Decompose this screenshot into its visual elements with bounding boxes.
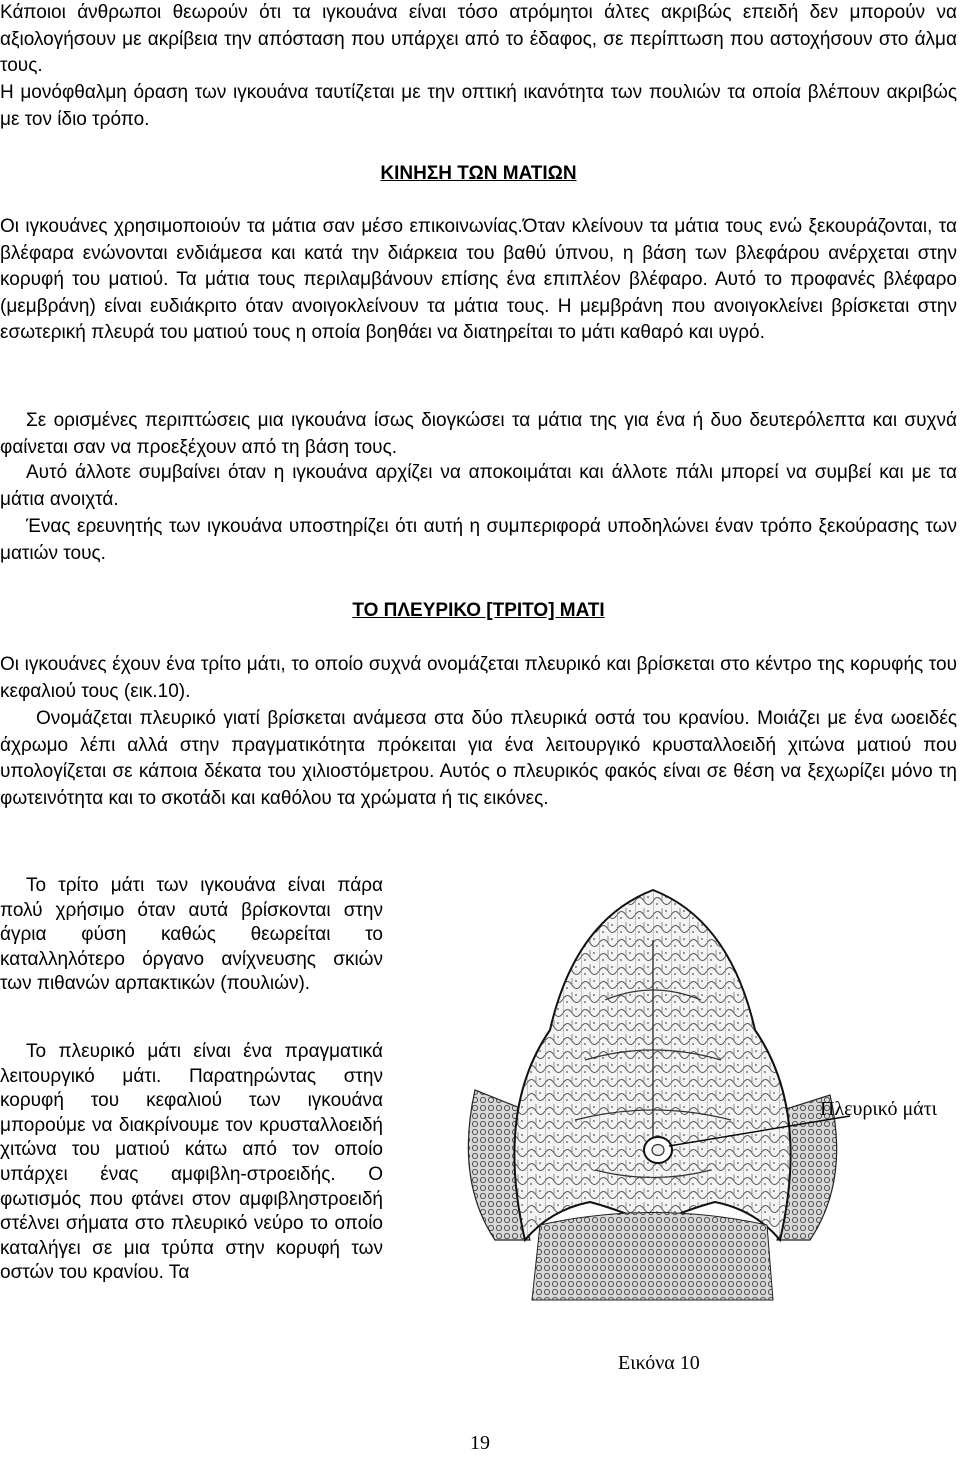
column-paragraph-2: Το πλευρικό μάτι είναι ένα πραγματικά λειτουργικό μάτι. Παρατηρώντας στην κορυφή του κεφαλιού των ιγκουάνα μπορούμε να διακρίνουμε τον κρυσταλλοειδή χιτώνα του ματιού κάτω από τον οποίο υπάρχει ένας αμφιβλη-στροειδής. Ο φωτισμός που φτάνει στον αμφιβληστροειδή στέλνει σήματα στο πλευρικό νεύρο το οποίο καταλήγει σε μια τρύπα στην κορυφή των οστών του κρανίου. Τα bbox=[0, 1041, 383, 1284]
eye-movement-paragraph-4: Ένας ερευνητής των ιγκουάνα υποστηρίζει ότι αυτή η συμπεριφορά υποδηλώνει έναν τρόπο ξεκούρασης των ματιών τους. bbox=[0, 516, 957, 564]
eye-movement-paragraph-1: Οι ιγκουάνες χρησιμοποιούν τα μάτια σαν μέσο επικοινωνίας.Όταν κλείνουν τα μάτια τους ενώ ξεκουράζονται, τα βλέφαρα ενώνονται ενδιάμεσα και κατά την διάρκεια του βαθύ ύπνου, η βάση των βλεφάρου ανέρχεται στην κορυφή του ματιού. Τα μάτια τους περιλαμβάνουν επίσης ένα επιπλέον βλέφαρο. Αυτό το προφανές βλέφαρο (μεμβράνη) είναι ευδιάκριτο όταν ανοιγοκλείνουν τα μάτια τους. Η μεμβράνη που ανοιγοκλείνει βρίσκεται στην εσωτερική πλευρά του ματιού τους η οποία βοηθάει να διατηρείται το μάτι καθαρό και υγρό. bbox=[0, 216, 957, 343]
column-paragraph-1: Το τρίτο μάτι των ιγκουάνα είναι πάρα πολύ χρήσιμο όταν αυτά βρίσκονται στην άγρια φύση καθώς θεωρείται το καταλληλότερο όργανο ανίχνευσης σκιών των πιθανών αρπακτικών (πουλιών). bbox=[0, 875, 383, 995]
iguana-head-drawing bbox=[455, 880, 850, 1310]
page-number: 19 bbox=[470, 1432, 490, 1454]
third-eye-paragraph-1: Οι ιγκουάνες έχουν ένα τρίτο μάτι, το οποίο συχνά ονομάζεται πλευρικό και βρίσκεται στο κέντρο της κορυφής του κεφαλιού τους (εικ.10). bbox=[0, 654, 957, 702]
eye-movement-paragraph-3: Αυτό άλλοτε συμβαίνει όταν η ιγκουάνα αρχίζει να αποκοιμάται και άλλοτε πάλι μπορεί να συμβεί και με τα μάτια ανοιχτά. bbox=[0, 462, 957, 510]
figure-label-parietal-eye: Πλευρικό μάτι bbox=[820, 1098, 938, 1120]
iguana-head-illustration bbox=[455, 880, 850, 1310]
figure-caption: Εικόνα 10 bbox=[618, 1352, 700, 1374]
section-heading-eye-movement: ΚΙΝΗΣΗ ΤΩΝ ΜΑΤΙΩΝ bbox=[380, 163, 577, 184]
eye-movement-paragraph-2: Σε ορισμένες περιπτώσεις μια ιγκουάνα ίσως διογκώσει τα μάτια της για ένα ή δυο δευτερόλεπτα και συχνά φαίνεται σαν να προεξέχουν από τη βάση τους. bbox=[0, 410, 957, 458]
intro-paragraph-1: Κάποιοι άνθρωποι θεωρούν ότι τα ιγκουάνα είναι τόσο ατρόμητοι άλτες ακριβώς επειδή δεν μπορούν να αξιολογήσουν με ακρίβεια την απόσταση που υπάρχει από το έδαφος, σε περίπτωση που αστοχήσουν στο άλμα τους. bbox=[0, 2, 957, 76]
section-heading-third-eye: ΤΟ ΠΛΕΥΡΙΚΟ [ΤΡΙΤΟ] ΜΑΤΙ bbox=[352, 600, 605, 621]
intro-paragraph-2: Η μονόφθαλμη όραση των ιγκουάνα ταυτίζεται με την οπτική ικανότητα των πουλιών τα οποία βλέπουν ακριβώς με τον ίδιο τρόπο. bbox=[0, 82, 957, 130]
third-eye-paragraph-2: Ονομάζεται πλευρικό γιατί βρίσκεται ανάμεσα στα δύο πλευρικά οστά του κρανίου. Μοιάζει με ένα ωοειδές άχρωμο λέπι αλλά στην πραγματικότητα πρόκειται για ένα λειτουργικό κρυσταλλοειδή χιτώνα ματιού που υπολογίζεται σε κάποια δέκατα του χιλιοστόμετρου. Αυτός ο πλευρικός φακός είναι σε θέση να ξεχωρίζει μόνο τη φωτεινότητα και το σκοτάδι και καθόλου τα χρώματα ή τις εικόνες. bbox=[0, 708, 957, 809]
